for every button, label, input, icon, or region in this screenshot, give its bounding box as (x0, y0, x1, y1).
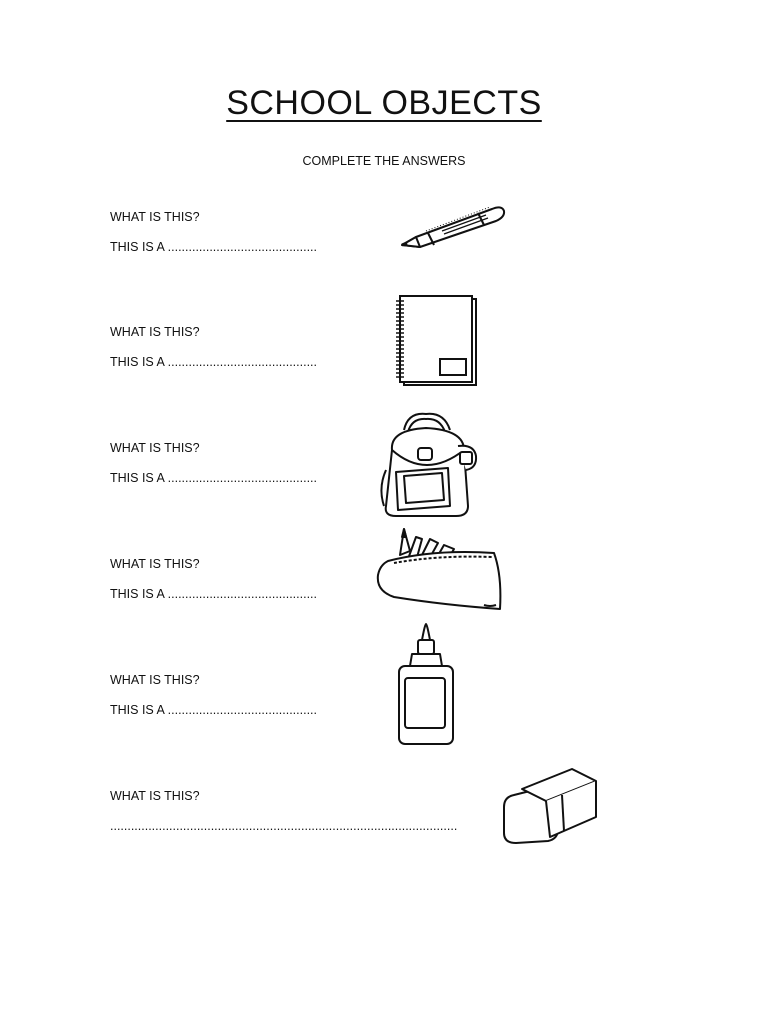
answer-line-5[interactable]: THIS IS A ........................................... (110, 703, 317, 717)
answer-line-6[interactable]: .................................................................................................... (110, 819, 458, 833)
pen-icon (398, 203, 508, 251)
worksheet-instruction: COMPLETE THE ANSWERS (302, 154, 466, 168)
answer-line-3[interactable]: THIS IS A ........................................... (110, 471, 317, 485)
question-3: WHAT IS THIS? (110, 441, 200, 455)
question-4: WHAT IS THIS? (110, 557, 200, 571)
question-6: WHAT IS THIS? (110, 789, 200, 803)
answer-line-1[interactable]: THIS IS A ........................................... (110, 240, 317, 254)
question-1: WHAT IS THIS? (110, 210, 200, 224)
answer-line-4[interactable]: THIS IS A ........................................... (110, 587, 317, 601)
pencil-case-icon (374, 525, 502, 617)
worksheet-title: SCHOOL OBJECTS (226, 84, 542, 122)
question-5: WHAT IS THIS? (110, 673, 200, 687)
question-2: WHAT IS THIS? (110, 325, 200, 339)
backpack-icon (378, 410, 478, 520)
glue-bottle-icon (396, 622, 456, 748)
eraser-icon (502, 767, 600, 845)
answer-line-2[interactable]: THIS IS A ........................................... (110, 355, 317, 369)
notebook-icon (392, 295, 482, 387)
